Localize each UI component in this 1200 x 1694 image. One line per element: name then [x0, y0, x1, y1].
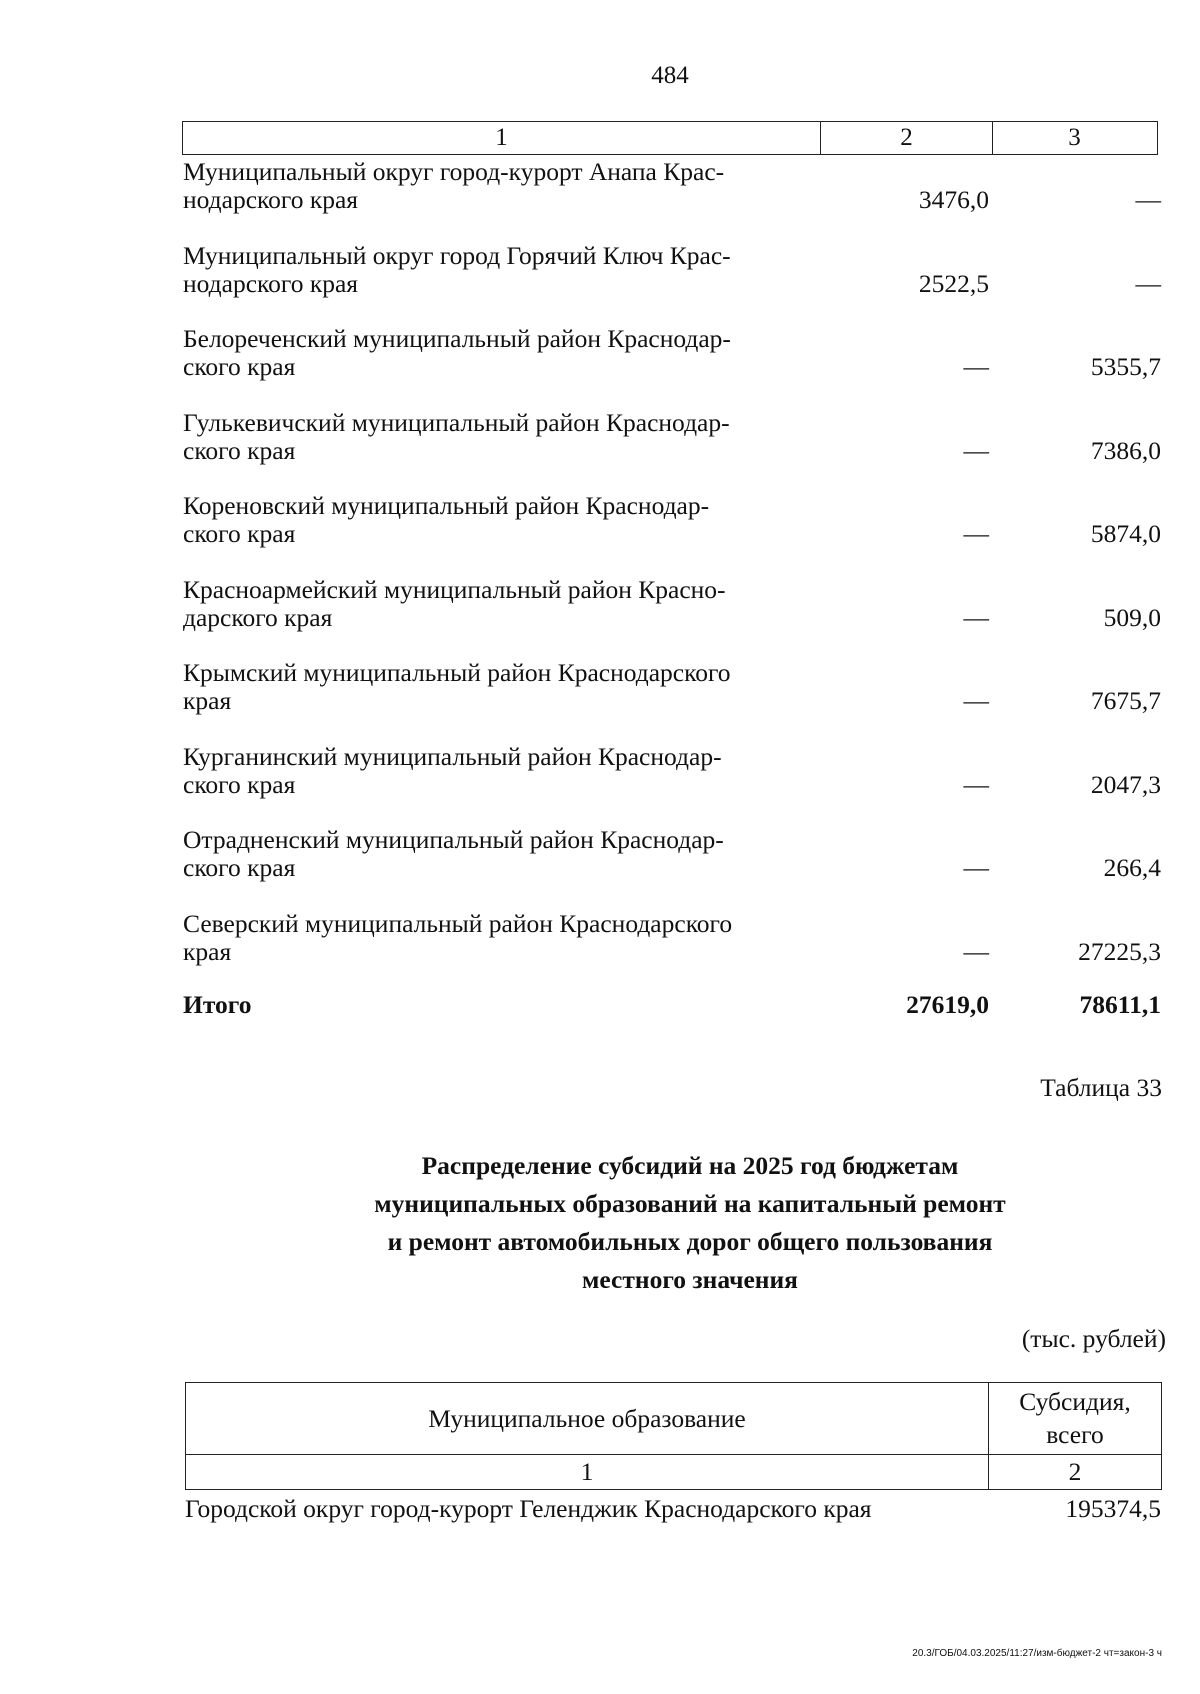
page-number: 484 [651, 62, 689, 89]
table-row [183, 242, 1161, 326]
title-line: местного значения [582, 1265, 798, 1294]
row-value-col3: 2047,3 [1090, 769, 1161, 799]
table2-header-col2: Субсидия, всего [1019, 1387, 1131, 1449]
row-value-col2: — [963, 602, 989, 632]
row-name: Белореченский муниципальный район Краснодар- ского края [183, 324, 731, 381]
row-name: Кореновский муниципальный район Краснодар- ского края [183, 491, 710, 548]
table-row [183, 743, 1161, 827]
total-value-col3: 78611,1 [1079, 990, 1161, 1019]
table1-header-col3: 3 [1068, 124, 1081, 151]
row-name: Красноармейский муниципальный район Красно- дарского края [183, 574, 726, 632]
row-value-col3: 266,4 [1103, 853, 1161, 882]
total-label: Итого [183, 990, 252, 1019]
row-name: Северский муниципальный район Краснодарского края [183, 908, 733, 966]
row-value-col2: — [963, 769, 989, 799]
row-value-col2: — [963, 686, 989, 715]
row-value-col2: — [963, 936, 989, 966]
row-name: Муниципальный округ город-курорт Анапа Крас- нодарского края [183, 157, 725, 214]
row-value-col3: — [1135, 185, 1161, 214]
units-label: (тыс. рублей) [1021, 1324, 1166, 1353]
row-value-col2: 2522,5 [918, 268, 989, 298]
table2-num-col1: 1 [186, 1455, 989, 1489]
row-value-col2: — [963, 352, 989, 381]
total-value-col2: 27619,0 [906, 990, 989, 1019]
table1-header-col1: 1 [183, 122, 821, 154]
title-line: муниципальных образований на капитальный ремонт [374, 1189, 1006, 1218]
row-value-col3: 5355,7 [1090, 352, 1161, 381]
table-row [183, 826, 1161, 910]
table2-title [290, 1147, 1090, 1299]
row-name: Муниципальный округ город Горячий Ключ Крас- нодарского края [183, 240, 731, 298]
table1-header [182, 121, 1158, 155]
row-value-col3: 509,0 [1103, 602, 1161, 632]
row-value-col3: 7675,7 [1090, 686, 1161, 715]
row-name: Гулькевичский муниципальный район Краснодар- ского края [183, 407, 730, 465]
row-value-col3: 5874,0 [1090, 519, 1161, 548]
row-value-col3: 7386,0 [1090, 435, 1161, 465]
row-value: 195374,5 [1065, 1494, 1161, 1523]
row-value-col2: — [963, 519, 989, 548]
table2-num-col2: 2 [1068, 1457, 1082, 1486]
table2-header-col1: Муниципальное образование [186, 1383, 989, 1454]
table-row [183, 158, 1161, 242]
row-value-col3: 27225,3 [1078, 936, 1161, 966]
row-name: Курганинский муниципальный район Краснодар- ского края [183, 741, 722, 799]
row-value-col2: 3476,0 [918, 185, 989, 214]
table1-body [183, 158, 1161, 993]
title-line: и ремонт автомобильных дорог общего пользования [387, 1227, 993, 1256]
table-row [183, 576, 1161, 660]
table-label: Таблица 33 [1040, 1073, 1162, 1102]
table-row [183, 492, 1161, 576]
table1-header-col2: 2 [821, 122, 993, 154]
table-row [183, 409, 1161, 493]
row-value-col2: — [963, 435, 989, 465]
title-line: Распределение субсидий на 2025 год бюджетам [421, 1151, 959, 1180]
row-name: Отрадненский муниципальный район Краснодар- ского края [183, 825, 724, 882]
footer-stamp: 20.3/ГОБ/04.03.2025/11:27/изм-бюджет-2 чт=закон-3 ч [912, 1648, 1162, 1659]
table2-header [185, 1382, 1162, 1490]
row-value-col3: — [1135, 268, 1161, 298]
table-row [183, 659, 1161, 743]
row-name: Городской округ город-курорт Геленджик Краснодарского края [185, 1494, 872, 1523]
table1-total-row [183, 990, 1161, 1022]
row-name: Крымский муниципальный район Краснодарского края [183, 658, 731, 715]
table-row [183, 325, 1161, 409]
table-row [183, 910, 1161, 994]
row-value-col2: — [963, 853, 989, 882]
